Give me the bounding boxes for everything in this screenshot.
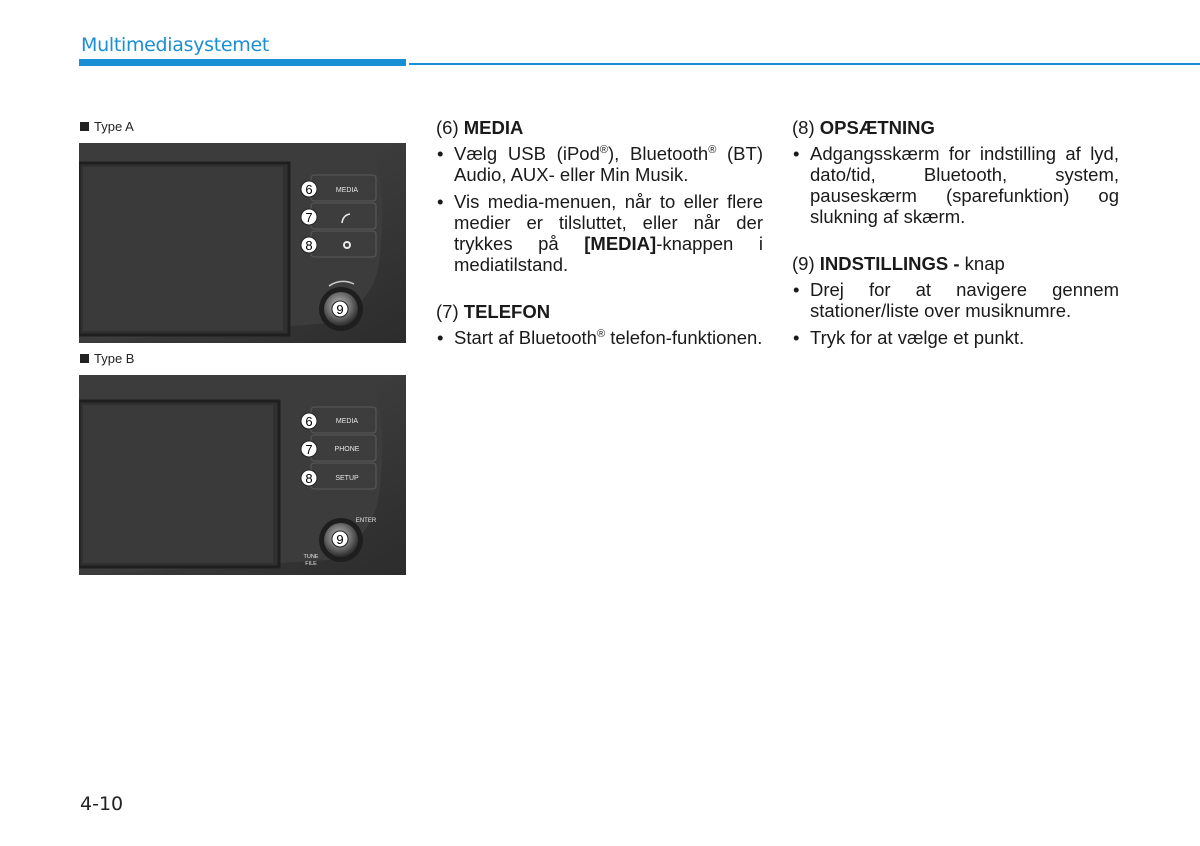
section-telefon — [436, 301, 763, 348]
bullet-item: • Start af Bluetooth® telefon-funktionen. — [436, 327, 763, 348]
callout-9: 9 — [336, 532, 344, 547]
tune-label: TUNE — [303, 554, 319, 560]
section-tune — [792, 253, 1119, 348]
square-bullet-icon — [80, 122, 89, 131]
bullet-item: • Vis media-menuen, når to eller flere medier er tilsluttet, eller når der trykkes på [MEDIA]-knappen i mediatilstand. — [436, 191, 763, 275]
section-media — [436, 117, 763, 275]
section-setup — [792, 117, 1119, 227]
page-number: 4-10 — [80, 793, 124, 815]
header-rule-thick — [79, 59, 406, 66]
section-heading: (6) MEDIA — [436, 117, 524, 138]
text-column-right — [792, 117, 1119, 374]
section-heading: (7) TELEFON — [436, 301, 551, 322]
callout-8: 8 — [305, 471, 313, 486]
callout-9: 9 — [336, 302, 344, 317]
figure-type-b — [79, 375, 406, 575]
callout-7: 7 — [305, 210, 313, 225]
figure-label-type-a — [80, 119, 134, 134]
figure-label-type-b — [80, 351, 134, 366]
media-button-label: MEDIA — [335, 187, 359, 194]
media-button-label: MEDIA — [335, 418, 359, 425]
bullet-item: • Vælg USB (iPod®), Bluetooth® (BT) Audio, AUX- eller Min Musik. — [436, 143, 763, 185]
header-rule-thin — [409, 63, 1200, 65]
callout-8: 8 — [305, 238, 313, 253]
figure-label-text: Type A — [94, 119, 134, 134]
enter-label: ENTER — [355, 518, 377, 524]
figure-type-a — [79, 143, 406, 343]
callout-6: 6 — [305, 414, 313, 429]
header-title: Multimediasystemet — [81, 34, 270, 56]
section-heading: (8) OPSÆTNING — [792, 117, 935, 138]
file-label: FILE — [305, 561, 317, 567]
text-column-middle — [436, 117, 763, 374]
phone-button-label: PHONE — [334, 446, 360, 453]
callout-6: 6 — [305, 182, 313, 197]
figure-label-text: Type B — [94, 351, 135, 366]
setup-button-label: SETUP — [335, 475, 359, 482]
bullet-item: • Tryk for at vælge et punkt. — [792, 327, 1119, 348]
bullet-item: • Drej for at navigere gennem stationer/liste over musiknumre. — [792, 279, 1119, 321]
square-bullet-icon — [80, 354, 89, 363]
section-heading: (9) INDSTILLINGS - knap — [792, 253, 1005, 274]
callout-7: 7 — [305, 442, 313, 457]
bullet-item: • Adgangsskærm for indstilling af lyd, dato/tid, Bluetooth, system, pauseskærm (sparefunktion) og slukning af skærm. — [792, 143, 1119, 227]
